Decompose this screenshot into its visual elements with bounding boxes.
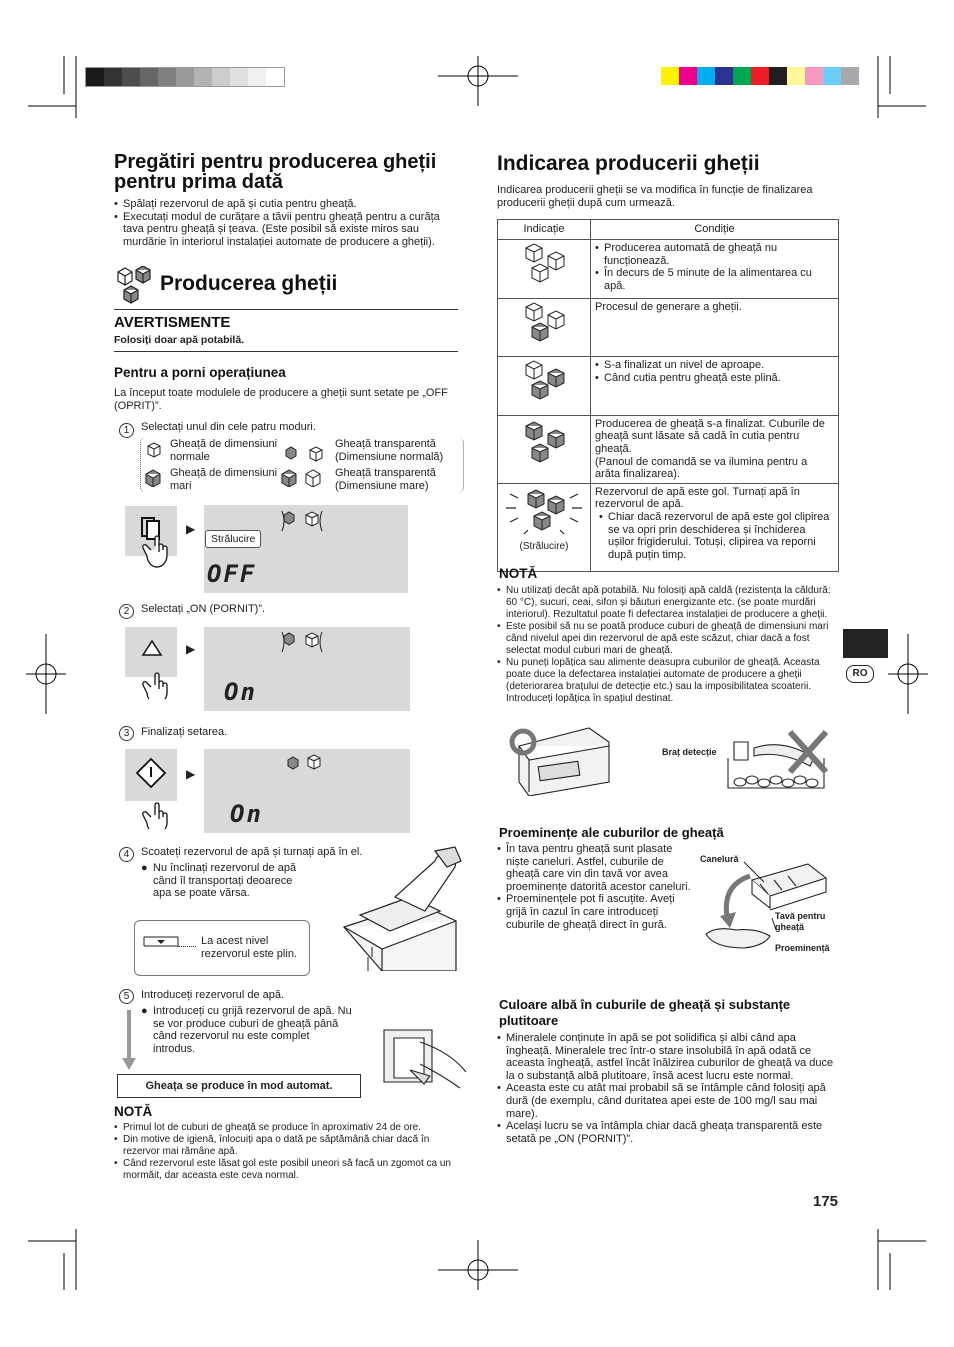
prep-title: Pregătiri pentru producerea gheții pentru prima dată (114, 151, 437, 193)
left-notes (114, 1122, 460, 1182)
color-swatch (733, 67, 751, 85)
cond: • Chiar dacă rezervorul de apă este gol clipirea se va opri prin deschiderea și închiderea ușilor frigiderului. Totuși, clipirea va reporni după puțin timp. (599, 511, 834, 561)
right-notes (497, 585, 837, 705)
condition-cell (591, 357, 839, 416)
table-row (498, 298, 839, 357)
indication-title: Indicarea producerii gheții (497, 152, 760, 175)
step-1-text: Selectați unul din cele patru moduri. (141, 421, 316, 433)
ice-tray-illustration (704, 858, 828, 950)
water-tank-illustration (340, 845, 466, 971)
auto-ice-box: Gheața se produce în mod automat. (117, 1074, 361, 1098)
display-on-final: On (230, 800, 263, 828)
step-4-text: Scoateți rezervorul de apă și turnați apă în el. (141, 846, 363, 858)
display-on: On (224, 678, 257, 706)
right-note: • Este posibil să nu se poată produce cuburi de gheață de dimensiuni mari când nivelul apei din rezervorul de apă este scăzut, chiar dacă a fost selectat modul cuburi mari de gheață. (497, 621, 837, 657)
indication-table (497, 219, 839, 572)
prom-bullet: • Proeminențele pot fi ascuțite. Aveți grijă în cazul în care introduceți cuburile de gheață direct în gură. (497, 893, 695, 931)
step-3-text: Finalizați setarea. (141, 726, 228, 738)
prep-bullet: • Executați modul de curățare a tăvii pentru gheață pentru a curăța tava pentru gheață și țeava. (Este posibil să existe miros sau murdărie în interiorul instalației automate de producere a gheții). (114, 211, 444, 249)
mode-normal: Gheață de dimensiuni normale (170, 438, 278, 463)
step-1-number: 1 (119, 423, 134, 438)
cond: Rezervorul de apă este gol. Turnați apă în rezervorul de apă. (595, 485, 800, 511)
cubes-all-empty-icon (502, 242, 586, 292)
condition-cell (591, 483, 839, 571)
white-bullet: • Același lucru se va întâmpla chiar dacă gheața transparentă este setată pe „ON (PORNIT)”. (497, 1120, 839, 1145)
color-swatch (841, 67, 859, 85)
display-off: OFF (207, 560, 257, 588)
warnings-text: Folosiți doar apă potabilă. (114, 334, 245, 346)
production-title: Producerea gheții (160, 272, 338, 295)
ice-cubes-icon (116, 266, 156, 306)
transparent-large-icon (280, 469, 324, 487)
indication-cell (498, 483, 591, 571)
color-swatch (805, 67, 823, 85)
step-2-number: 2 (119, 604, 134, 619)
prom-bullets (497, 843, 695, 931)
white-bullet: • Aceasta este cu atât mai probabil să se întâmple când folosiți apă dură (de exemplu, când duritatea apei este de 100 mg/l sau mai mare). (497, 1082, 839, 1120)
arrow-right-icon: ▶ (186, 767, 196, 781)
left-note-title: NOTĂ (114, 1104, 153, 1119)
set-button-icon (125, 749, 177, 829)
step-4-note: ● Nu înclinați rezervorul de apă când îl transportați deoarece apa se poate vărsa. (141, 862, 297, 900)
cond: • În decurs de 5 minute de la alimentarea cu apă. (595, 267, 834, 292)
start-text: La început toate modulele de producere a gheții sunt setate pe „OFF (OPRIT)”. (114, 387, 448, 412)
prep-bullets (114, 198, 444, 248)
right-note: • Nu puneți lopățica sau alimente deasupra cuburilor de gheață. Aceasta poate duce la defectarea instalației automate de producere a gheții (deteriorarea brațului de detecție etc.) sau la imposibilitatea scoaterii. Introduceți lopățica în spațiul destinat. (497, 657, 837, 705)
white-bullets (497, 1032, 839, 1145)
page-number: 175 (813, 1193, 839, 1210)
gray-swatch (212, 68, 230, 86)
color-bar (661, 67, 859, 85)
step-4-note-text: Nu înclinați rezervorul de apă când îl transportați deoarece apa se poate vărsa. (153, 862, 297, 900)
mode-button-icon (125, 506, 177, 576)
mode-large: Gheață de dimensiuni mari (170, 467, 278, 492)
cubes-one-filled-icon (502, 301, 586, 351)
up-button[interactable] (125, 627, 177, 677)
start-title: Pentru a porni operațiunea (114, 365, 286, 380)
cond: • Producerea automată de gheață nu funcționează. (595, 242, 834, 267)
step-3-number: 3 (119, 726, 134, 741)
scoop-ok-illustration (505, 726, 635, 796)
cond: (Panoul de comandă se va ilumina pentru a arăta finalizarea). (595, 455, 808, 481)
transparent-normal-icon (284, 446, 324, 462)
ice-indicator-icon (284, 752, 324, 774)
gray-swatch (230, 68, 248, 86)
table-row (498, 483, 839, 571)
step-5-text: Introduceți rezervorul de apă. (141, 989, 285, 1001)
glow-caption: (Strălucire) (519, 541, 569, 553)
arrow-right-icon: ▶ (186, 642, 196, 656)
header-condition: Condiție (591, 220, 839, 240)
gray-swatch (194, 68, 212, 86)
color-swatch (679, 67, 697, 85)
color-swatch (769, 67, 787, 85)
cond: Procesul de generare a gheții. (595, 300, 742, 313)
prep-bullet: • Spălați rezervorul de apă și cutia pentru gheață. (114, 198, 444, 211)
table-row (498, 357, 839, 416)
cubes-all-filled-icon (502, 418, 586, 474)
gray-swatch (104, 68, 122, 86)
insert-tank-illustration (380, 1024, 470, 1090)
gray-swatch (176, 68, 194, 86)
divider (114, 351, 458, 352)
prom-bullet: • În tava pentru gheață sunt plasate niște caneluri. Astfel, cuburile de gheață care vin din tavă vor avea proeminențe datorită acestor caneluri. (497, 843, 695, 893)
left-note: • Din motive de igienă, înlocuiți apa o dată pe săptămână chiar dacă în rezervor mai rămâne apă. (114, 1134, 460, 1158)
color-swatch (823, 67, 841, 85)
ice-indicator-icon (280, 509, 324, 533)
mode-button[interactable] (125, 506, 177, 556)
color-swatch (715, 67, 733, 85)
left-note: • Primul lot de cuburi de gheață se produce în aproximativ 24 de ore. (114, 1122, 460, 1134)
indication-cell (498, 298, 591, 357)
gray-swatch (86, 68, 104, 86)
color-swatch (751, 67, 769, 85)
glow-label: Strălucire (205, 530, 261, 548)
mode-transparent-normal: Gheață transparentă (Dimensiune normală) (335, 438, 444, 463)
scoop-wrong-illustration (724, 728, 832, 796)
cubes-flashing-icon (502, 486, 586, 538)
color-swatch (697, 67, 715, 85)
indication-intro: Indicarea producerii gheții se va modifica în funcție de finalizarea producerii gheții după cum urmează. (497, 184, 813, 209)
step-2-text: Selectați „ON (PORNIT)”. (141, 603, 266, 615)
gray-swatch (248, 68, 266, 86)
up-button-icon (125, 627, 177, 699)
arrow-down-icon (120, 1010, 138, 1072)
arm-label: Braț detecție (662, 747, 717, 757)
color-swatch (787, 67, 805, 85)
step-5-number: 5 (119, 989, 134, 1004)
warnings-title: AVERTISMENTE (114, 314, 231, 331)
normal-cube-icon (146, 442, 162, 458)
step-4-number: 4 (119, 847, 134, 862)
step-5-note-text: Introduceți cu grijă rezervorul de apă. Nu se vor produce cuburi de gheață până când rezervorul nu este complet introdus. (153, 1005, 352, 1055)
groove-label: Canelură (700, 854, 739, 864)
gray-color-bar (85, 67, 285, 87)
white-title: Culoare albă în cuburile de gheață și substanțe plutitoare (499, 997, 791, 1028)
gray-swatch (158, 68, 176, 86)
dotted-line (178, 946, 196, 947)
cubes-two-filled-icon (502, 359, 586, 409)
divider (114, 309, 458, 310)
arrow-right-icon: ▶ (186, 522, 196, 536)
indication-cell (498, 357, 591, 416)
cond: • S-a finalizat un nivel de aproape. (595, 359, 834, 372)
ice-indicator-icon (280, 630, 324, 654)
gray-swatch (140, 68, 158, 86)
level-note: La acest nivel rezervorul este plin. (201, 935, 297, 960)
language-badge: RO (846, 665, 874, 683)
indication-cell (498, 240, 591, 299)
gray-swatch (122, 68, 140, 86)
tray-label: Tavă pentru gheață (775, 911, 826, 932)
water-level-icon (142, 934, 182, 950)
left-note: • Când rezervorul este lăsat gol este posibil uneori să facă un zgomot ca un mormăit, dar aceasta este ceva normal. (114, 1158, 460, 1182)
mode-transparent-large: Gheață transparentă (Dimensiune mare) (335, 467, 436, 492)
condition-cell (591, 298, 839, 357)
header-indication: Indicație (498, 220, 591, 240)
right-note-title: NOTĂ (499, 566, 538, 581)
set-button[interactable] (125, 749, 177, 801)
indication-cell (498, 415, 591, 483)
step-5-note: ● Introduceți cu grijă rezervorul de apă. Nu se vor produce cuburi de gheață până când rezervorul nu este complet introdus. (141, 1005, 352, 1055)
table-row (498, 415, 839, 483)
section-tab (843, 629, 888, 658)
prominence-label: Proeminență (775, 943, 830, 953)
right-note: • Nu utilizați decât apă potabilă. Nu folosiți apă caldă (rezistența la căldură: 60 °C), sucuri, ceai, sifon și băuturi energizante etc. (se poate murdări interiorul). Rezultatul poate fi defectarea instalației de producere a gheții. (497, 585, 837, 621)
table-row (498, 240, 839, 299)
cond: Producerea de gheață s-a finalizat. Cuburile de gheață sunt lăsate să cadă în cutia pentru gheață. (595, 417, 825, 455)
cond: • Când cutia pentru gheață este plină. (595, 372, 834, 385)
prom-title: Proeminențe ale cuburilor de gheață (499, 825, 724, 840)
condition-cell (591, 240, 839, 299)
large-cube-icon (144, 469, 162, 487)
color-swatch (661, 67, 679, 85)
gray-swatch (266, 68, 284, 86)
white-bullet: • Mineralele conținute în apă se pot solidifica și albi când apa îngheață. Mineralele trec într-o stare insolubilă în apă odată ce aceasta îngheață, astfel încât înălzirea cuburilor de gheață va duce la o substanță albă plutitoare, însă acest lucru este normal. (497, 1032, 839, 1082)
condition-cell (591, 415, 839, 483)
